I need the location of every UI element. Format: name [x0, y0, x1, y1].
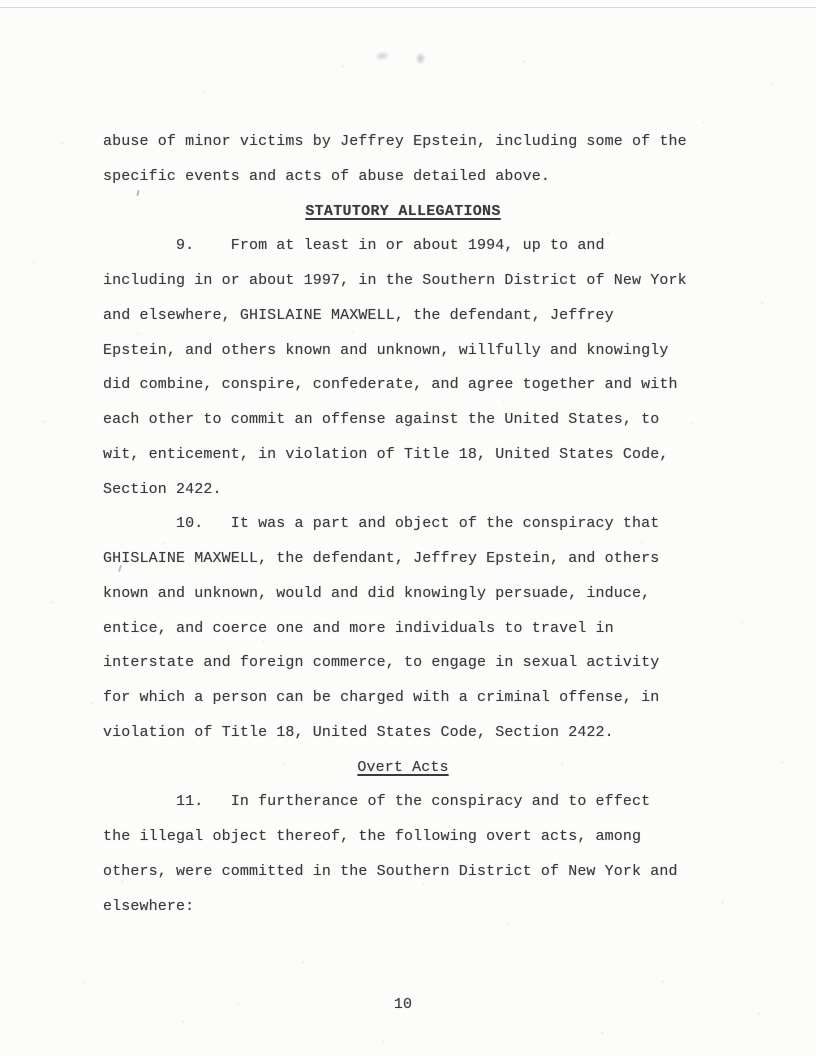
document-line: Epstein, and others known and unknown, willfully and knowingly [103, 341, 669, 359]
scan-smudge [415, 52, 426, 65]
document-line: Section 2422. [103, 480, 222, 498]
document-line: for which a person can be charged with a criminal offense, in [103, 689, 660, 706]
document-line: interstate and foreign commerce, to engage in sexual activity [103, 654, 660, 672]
page-number: 10 [393, 996, 413, 1013]
document-line: violation of Title 18, United States Code, Section 2422. [103, 723, 614, 741]
document-line: each other to commit an offense against the United States, to [103, 411, 660, 428]
document-line: specific events and acts of abuse detailed above. [103, 167, 550, 185]
scan-edge-line [0, 7, 816, 8]
heading-statutory-allegations [103, 195, 703, 230]
document-line: GHISLAINE MAXWELL, the defendant, Jeffrey Epstein, and others [103, 550, 660, 567]
document-line: elsewhere: [103, 897, 195, 915]
document-line: others, were committed in the Southern District of New York and [103, 862, 678, 880]
heading-overt-acts-text: Overt Acts [357, 758, 449, 776]
scan-speckles [0, 0, 1, 1]
document-line: abuse of minor victims by Jeffrey Epstein, including some of the [103, 133, 687, 150]
document-line-paragraph-11-start: 11. In furtherance of the conspiracy and to effect [103, 793, 651, 811]
document-line-paragraph-10-start: 10. It was a part and object of the conspiracy that [103, 515, 660, 533]
scan-edge-strip [0, 0, 816, 7]
heading-statutory-allegations-text: STATUTORY ALLEGATIONS [305, 202, 501, 220]
heading-overt-acts [103, 751, 703, 786]
document-line: known and unknown, would and did knowingly persuade, induce, [103, 584, 651, 602]
document-body [103, 125, 703, 924]
document-line: and elsewhere, GHISLAINE MAXWELL, the defendant, Jeffrey [103, 306, 614, 324]
document-line: entice, and coerce one and more individuals to travel in [103, 619, 614, 637]
document-line: did combine, conspire, confederate, and agree together and with [103, 376, 678, 394]
document-line: including in or about 1997, in the Southern District of New York [103, 272, 687, 289]
scan-smudge [373, 49, 391, 63]
document-line: the illegal object thereof, the following overt acts, among [103, 828, 642, 845]
document-line-paragraph-9-start: 9. From at least in or about 1994, up to and [103, 237, 605, 255]
document-line: wit, enticement, in violation of Title 18, United States Code, [103, 445, 669, 463]
